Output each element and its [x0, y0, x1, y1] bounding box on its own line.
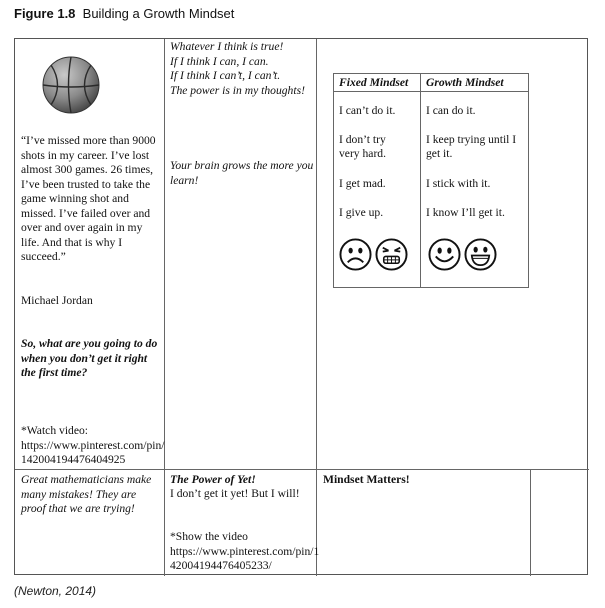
mindset-matters-heading: Mindset Matters! [323, 473, 410, 486]
growth-mindset-item: I can do it. [426, 104, 476, 117]
poem-line: The power is in my thoughts! [170, 83, 305, 97]
table-column-divider [420, 74, 421, 287]
mindset-grid [14, 38, 588, 575]
smiling-face-icon [428, 238, 461, 271]
growth-mindset-faces [428, 238, 497, 271]
watch-video-link[interactable]: https://www.pinterest.com/pin/142004194476404925 [21, 438, 165, 466]
column-divider [164, 39, 165, 576]
mindset-poem [170, 40, 318, 98]
growth-mindset-column [426, 74, 528, 219]
growth-mindset-item: I keep trying until I get it. [426, 133, 517, 160]
show-video-label: *Show the video [170, 530, 248, 543]
fixed-mindset-column [339, 74, 419, 219]
fixed-mindset-item: I can’t do it. [339, 104, 396, 117]
fixed-mindset-faces [339, 238, 408, 271]
poem-line: Whatever I think is true! [170, 40, 284, 53]
row-divider [15, 469, 589, 470]
basketball-icon [42, 56, 100, 114]
fixed-mindset-item: I get mad. [339, 177, 386, 190]
angry-face-icon [375, 238, 408, 271]
citation: (Newton, 2014) [14, 584, 97, 598]
mathematicians-note: Great mathematicians make many mistakes! They are proof that we are trying! [21, 473, 152, 515]
growth-mindset-item: I know I’ll get it. [426, 206, 505, 219]
fixed-mindset-item: I don’t try very hard. [339, 133, 386, 160]
brain-grows-text: Your brain grows the more you learn! [170, 159, 314, 187]
quote-author: Michael Jordan [21, 294, 93, 307]
growth-mindset-header: Growth Mindset [426, 76, 504, 89]
poem-line: If I think I can, I can. [170, 54, 269, 68]
fixed-mindset-item: I give up. [339, 206, 384, 219]
figure-caption [14, 6, 234, 21]
figure-title: Building a Growth Mindset [82, 6, 235, 21]
show-video-link[interactable]: https://www.pinterest.com/pin/142004194476405233/ [170, 544, 320, 572]
jordan-quote: “I’ve missed more than 9000 shots in my career. I’ve lost almost 300 games. 26 times, I’ve been trusted to take the game winning shot and missed. I’ve failed over and over and over again in my life. And that is why I succeed.” [21, 134, 156, 263]
watch-video-note [21, 424, 169, 468]
power-of-yet-text: I don’t get it yet! But I will! [170, 487, 300, 500]
fixed-mindset-header: Fixed Mindset [339, 76, 409, 89]
growth-mindset-item: I stick with it. [426, 177, 491, 190]
watch-video-label: *Watch video: [21, 424, 88, 437]
power-of-yet-title: The Power of Yet! [170, 473, 256, 486]
figure-number: Figure 1.8 [14, 6, 76, 21]
mindset-comparison-table [333, 73, 529, 288]
grinning-face-icon [464, 238, 497, 271]
column-divider [530, 469, 531, 576]
show-video-note [170, 530, 320, 574]
poem-line: If I think I can’t, I can’t. [170, 69, 281, 82]
reflection-question: So, what are you going to do when you don’t get it right the first time? [21, 337, 158, 379]
sad-face-icon [339, 238, 372, 271]
